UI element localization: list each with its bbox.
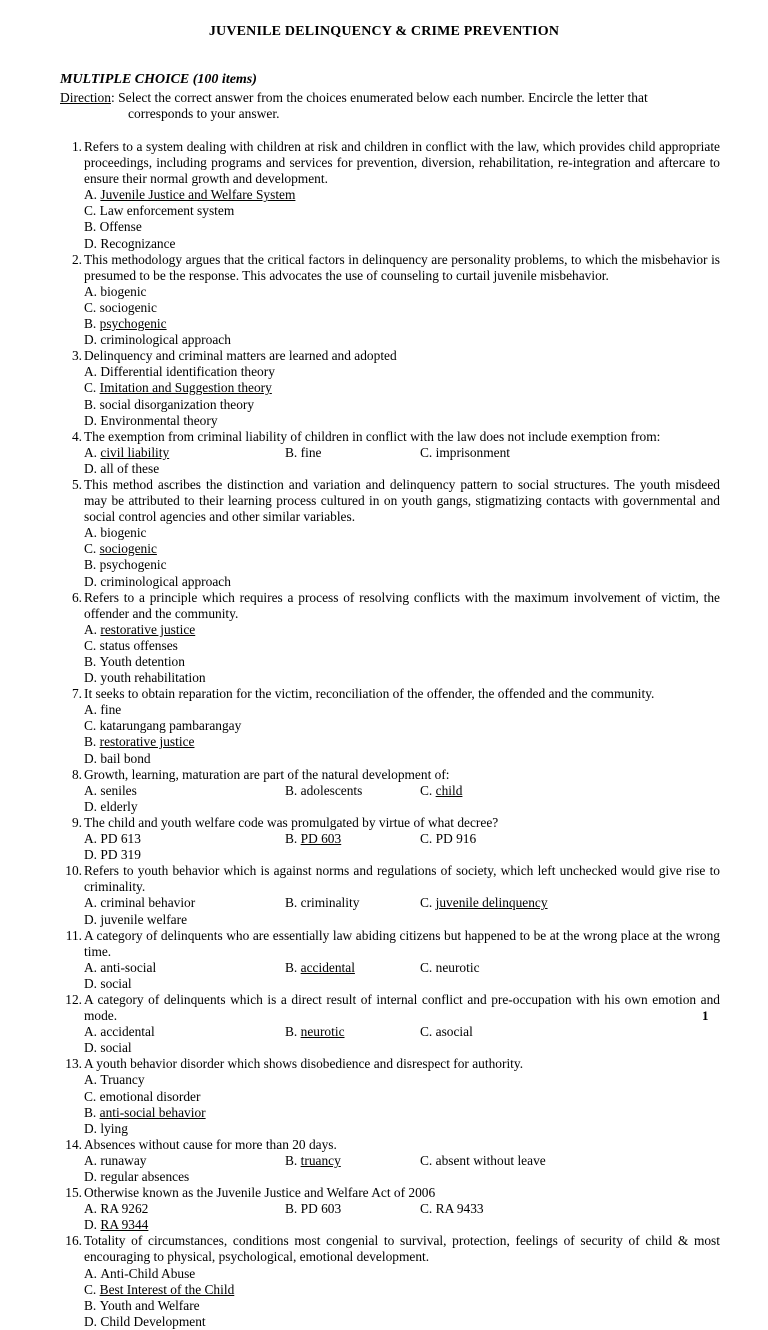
choice-list [84,284,720,348]
choice-letter: C. [84,380,97,396]
choice-letter: B. [84,219,97,235]
direction-paragraph [60,90,720,122]
choice-letter: D. [84,1040,98,1056]
choice-option[interactable] [84,1314,420,1330]
choice-option[interactable] [285,1153,420,1169]
question-item [58,992,720,1056]
choice-option[interactable] [84,622,420,638]
choice-option[interactable] [84,1105,420,1121]
question-text: The child and youth welfare code was promulgated by virtue of what decree? [84,814,499,830]
choice-list [84,1072,720,1136]
choice-text: emotional disorder [99,1088,201,1104]
choice-letter: A. [84,1072,98,1088]
document-title: JUVENILE DELINQUENCY & CRIME PREVENTION [208,24,560,39]
question-number: 14. [65,1136,82,1152]
choice-option[interactable] [285,783,420,799]
choice-text-answer: restorative justice [99,734,195,750]
choice-letter: D. [84,573,98,589]
question-number: 2. [71,251,82,267]
choice-option[interactable] [420,1024,597,1040]
direction-text: : Select the correct answer from the choices enumerated below each number. Encircle the letter that [110,90,648,105]
question-number: 1. [71,139,82,154]
choice-text-answer: neurotic [300,1024,345,1040]
question-item [58,767,720,815]
choice-text: RA 9433 [435,1201,484,1217]
choice-text: bail bond [100,750,151,766]
choice-text: criminological approach [100,573,231,589]
choice-option[interactable] [84,300,420,316]
choice-letter: C. [420,959,433,975]
choice-letter: B. [84,734,97,750]
question-item [58,1185,720,1233]
choice-letter: B. [84,316,97,332]
choice-text: fine [100,702,122,718]
choice-text: fine [300,444,322,460]
choice-text-answer: juvenile delinquency [435,895,548,911]
choice-letter: B. [285,1201,298,1217]
question-text: Growth, learning, maturation are part of the natural development of: [84,766,450,782]
choice-option[interactable] [420,831,597,847]
choice-text: juvenile welfare [100,911,188,927]
choice-text: asocial [435,1024,473,1040]
choice-letter: A. [84,1265,98,1281]
choice-letter: A. [84,831,98,847]
choice-option[interactable] [84,670,420,686]
choice-option[interactable] [84,1024,285,1040]
choice-option[interactable] [84,236,420,252]
choice-list [84,445,720,477]
choice-option[interactable] [420,1153,597,1169]
choice-list [84,364,720,428]
choice-letter: A. [84,1201,98,1217]
choice-text-answer: PD 603 [300,831,342,847]
choice-option[interactable] [420,895,597,911]
question-item [58,1233,720,1330]
question-text: A category of delinquents who are essentially law abiding citizens but happened to be at the wrong place at the wrong time. [84,927,720,959]
choice-text: Recognizance [100,235,176,251]
choice-text: seniles [100,782,137,798]
choice-option[interactable] [84,783,285,799]
question-item [58,429,720,477]
choice-letter: D. [84,911,98,927]
choice-list [84,1266,720,1330]
question-number: 4. [71,428,82,444]
choice-letter: A. [84,895,98,911]
page-number: 1 [702,1008,709,1023]
choice-option[interactable] [84,574,420,590]
choice-letter: A. [84,959,98,975]
choice-letter: D. [84,750,98,766]
choice-text: PD 603 [300,1201,342,1217]
choice-option[interactable] [285,1024,420,1040]
choice-letter: D. [84,332,98,348]
choice-text: Youth detention [99,654,185,669]
choice-option[interactable] [84,976,232,992]
question-item [58,1056,720,1136]
choice-letter: B. [84,557,97,573]
choice-text: Youth and Welfare [99,1297,200,1313]
choice-option[interactable] [84,847,232,863]
choice-letter: D. [84,798,98,814]
choice-letter: B. [84,1104,97,1120]
choice-option[interactable] [84,397,420,413]
question-item [58,1137,720,1185]
choice-option[interactable] [84,1298,420,1314]
choice-list [84,622,720,686]
choice-letter: B. [84,396,97,412]
question-number: 10. [65,863,82,879]
choice-text: biogenic [100,525,147,541]
choice-text: psychogenic [99,557,167,573]
choice-option[interactable] [84,364,420,380]
question-text: This method ascribes the distinction and variation and delinquency pattern to social structures. The youth misdeed may be attributed to their learning process cultured in on youth gangs, stigmatizing contacts with governmental and social control agencies and other similar variables. [84,476,720,525]
choice-text-answer: RA 9344 [100,1217,149,1233]
choice-list [84,783,720,815]
choice-text: biogenic [100,283,147,299]
choice-text: absent without leave [435,1152,546,1168]
choice-text: all of these [100,460,160,476]
question-item [58,477,720,590]
choice-list [84,187,720,251]
question-text: The exemption from criminal liability of children in conflict with the law does not include exemption from: [84,428,661,444]
choice-text: status offenses [99,637,178,653]
choice-option[interactable] [420,445,597,461]
choice-text-answer: accidental [300,959,355,975]
choice-text: runaway [100,1152,147,1168]
choice-letter: B. [285,444,298,460]
choice-letter: C. [420,444,433,460]
choice-letter: D. [84,1169,98,1184]
choice-text: Anti-Child Abuse [100,1265,196,1281]
direction-label: Direction [60,90,111,105]
choice-text-answer: restorative justice [100,621,196,637]
choice-option[interactable] [84,461,232,477]
choice-text-answer: sociogenic [99,541,157,557]
choice-text: accidental [100,1024,155,1040]
choice-text: PD 319 [100,847,141,863]
choice-option[interactable] [84,831,285,847]
choice-text: social [100,1040,132,1056]
question-number: 6. [71,589,82,605]
question-text: A youth behavior disorder which shows disobedience and disrespect for authority. [84,1056,524,1072]
choice-list [84,1153,720,1185]
choice-text: imprisonment [435,444,511,460]
choice-letter: C. [420,1024,433,1040]
choice-letter: D. [84,670,98,686]
choice-option[interactable] [84,557,420,573]
choice-option[interactable] [84,1169,232,1185]
question-item [58,928,720,992]
question-item [58,348,720,428]
choice-option[interactable] [84,1072,420,1088]
choice-letter: D. [84,412,98,428]
choice-letter: D. [84,847,98,863]
choice-option[interactable] [84,895,285,911]
choice-text-answer: anti-social behavior [99,1104,206,1120]
choice-letter: A. [84,444,98,460]
choice-option[interactable] [84,799,232,815]
choice-text: anti-social [100,959,157,975]
choice-letter: C. [420,831,433,847]
choice-text: youth rehabilitation [100,670,206,686]
question-number: 15. [65,1185,82,1201]
choice-letter: C. [84,541,97,557]
choice-option[interactable] [84,1121,420,1137]
choice-option[interactable] [84,702,420,718]
choice-text: Environmental theory [100,412,218,428]
choice-letter: C. [420,1201,433,1217]
choice-text: regular absences [100,1169,190,1184]
choice-option[interactable] [285,445,420,461]
choice-option[interactable] [285,831,420,847]
choice-text: Differential identification theory [100,364,275,380]
choice-option[interactable] [285,895,420,911]
question-list [58,139,720,1330]
choice-letter: A. [84,621,98,637]
choice-option[interactable] [84,1040,232,1056]
choice-letter: C. [84,203,97,219]
choice-option[interactable] [84,219,420,235]
choice-letter: B. [84,654,97,669]
choice-letter: A. [84,702,98,718]
choice-letter: A. [84,782,98,798]
choice-option[interactable] [84,187,420,203]
choice-option[interactable] [84,1089,420,1105]
choice-option[interactable] [84,525,420,541]
choice-list [84,1024,720,1056]
choice-text: Offense [99,219,142,235]
choice-option[interactable] [84,413,420,429]
question-item [58,139,720,252]
choice-list [84,525,720,589]
choice-list [84,702,720,766]
question-number: 5. [71,476,82,492]
choice-letter: B. [285,782,298,798]
question-item [58,252,720,349]
choice-option[interactable] [420,783,597,799]
choice-option[interactable] [84,203,420,219]
question-item [58,815,720,863]
question-number: 11. [65,927,82,943]
choice-letter: B. [285,1024,298,1040]
choice-text-answer: psychogenic [99,316,167,332]
choice-letter: C. [420,895,433,911]
choice-text-answer: truancy [300,1152,341,1168]
choice-text: RA 9262 [100,1201,149,1217]
question-text: Totality of circumstances, conditions most congenial to survival, protection, feelings of security of child & most encouraging to physical, psychological, emotional development. [84,1233,720,1265]
question-number: 8. [71,766,82,782]
choice-option[interactable] [84,380,420,396]
choice-letter: A. [84,1152,98,1168]
choice-letter: A. [84,525,98,541]
choice-option[interactable] [420,1201,597,1217]
choice-option[interactable] [84,960,285,976]
question-item [58,863,720,927]
choice-letter: B. [84,1297,97,1313]
choice-letter: C. [84,299,97,315]
choice-option[interactable] [84,912,232,928]
question-number: 3. [71,348,82,364]
choice-text-answer: civil liability [100,444,170,460]
question-number: 12. [65,991,82,1007]
question-text: Otherwise known as the Juvenile Justice and Welfare Act of 2006 [84,1185,436,1201]
choice-text: PD 613 [100,831,141,847]
choice-letter: D. [84,460,98,476]
choice-text-answer: Imitation and Suggestion theory [99,380,272,396]
choice-option[interactable] [84,1266,420,1282]
choice-letter: D. [84,1313,98,1329]
choice-letter: D. [84,235,98,251]
choice-option[interactable] [84,332,420,348]
choice-letter: B. [285,959,298,975]
question-item [58,686,720,766]
choice-text: criminological approach [100,332,231,348]
section-heading: MULTIPLE CHOICE (100 items) [60,72,257,87]
choice-letter: A. [84,187,98,203]
choice-list [84,1201,720,1233]
choice-option[interactable] [84,654,420,670]
choice-text-answer: Best Interest of the Child [99,1281,235,1297]
choice-text: PD 916 [435,831,477,847]
choice-letter: C. [84,637,97,653]
question-text: Refers to a principle which requires a process of resolving conflicts with the maximum involvement of victim, the offender and the community. [84,589,720,621]
choice-text-answer: Juvenile Justice and Welfare System [100,187,296,203]
choice-option[interactable] [84,734,420,750]
choice-text: Child Development [100,1313,206,1329]
choice-letter: D. [84,975,98,991]
question-number: 7. [71,686,82,702]
choice-text: social disorganization theory [99,396,255,412]
choice-text: Law enforcement system [99,203,235,219]
choice-option[interactable] [420,960,597,976]
question-text: Delinquency and criminal matters are learned and adopted [84,348,397,364]
question-text: Absences without cause for more than 20 days. [84,1136,337,1152]
choice-option[interactable] [84,1201,285,1217]
question-text: It seeks to obtain reparation for the victim, reconciliation of the offender, the offended and the community. [84,686,655,702]
choice-letter: C. [84,1088,97,1104]
choice-option[interactable] [285,960,420,976]
choice-letter: A. [84,1024,98,1040]
choice-letter: A. [84,283,98,299]
choice-text: criminality [300,895,360,911]
choice-list [84,895,720,927]
choice-letter: C. [420,782,433,798]
choice-option[interactable] [84,1217,232,1233]
choice-text: katarungang pambarangay [99,718,242,734]
choice-option[interactable] [84,718,420,734]
choice-text: neurotic [435,959,480,975]
choice-letter: A. [84,364,98,380]
choice-text: social [100,975,132,991]
direction-continuation: corresponds to your answer. [128,106,280,121]
question-text: A category of delinquents which is a direct result of internal conflict and pre-occupation with his own emotion and mode. [84,991,720,1024]
choice-option[interactable] [84,541,420,557]
choice-text: sociogenic [99,299,157,315]
choice-option[interactable] [84,1153,285,1169]
choice-option[interactable] [84,316,420,332]
choice-text: Truancy [100,1072,145,1088]
choice-text-answer: child [435,782,463,798]
choice-option[interactable] [84,638,420,654]
question-number: 13. [65,1056,82,1072]
choice-text: criminal behavior [100,895,196,911]
choice-option[interactable] [84,1282,420,1298]
choice-option[interactable] [84,284,420,300]
choice-list [84,831,720,863]
choice-text: elderly [100,798,138,814]
choice-option[interactable] [285,1201,420,1217]
question-item [58,590,720,687]
choice-letter: D. [84,1217,98,1233]
choice-option[interactable] [84,445,285,461]
question-number: 9. [71,814,82,830]
choice-letter: C. [84,718,97,734]
choice-letter: B. [285,895,298,911]
choice-letter: D. [84,1120,98,1136]
question-text: Refers to youth behavior which is against norms and regulations of society, which left unchecked would give rise to criminality. [84,863,720,895]
choice-letter: C. [420,1152,433,1168]
question-text: Refers to a system dealing with children at risk and children in conflict with the law, which provides child appropriate proceedings, including programs and services for prevention, diversion, rehabilitation, re-integration and aftercare to ensure their normal growth and development. [84,139,720,187]
question-number: 16. [65,1233,82,1249]
choice-letter: B. [285,1152,298,1168]
question-text: This methodology argues that the critical factors in delinquency are personality problems, to which the misbehavior is presumed to be the response. This advocates the use of counseling to curtail juvenile misbehavior. [84,251,720,283]
choice-text: adolescents [300,782,363,798]
choice-letter: B. [285,831,298,847]
choice-text: lying [100,1120,128,1136]
choice-letter: C. [84,1281,97,1297]
choice-option[interactable] [84,751,420,767]
choice-list [84,960,720,992]
